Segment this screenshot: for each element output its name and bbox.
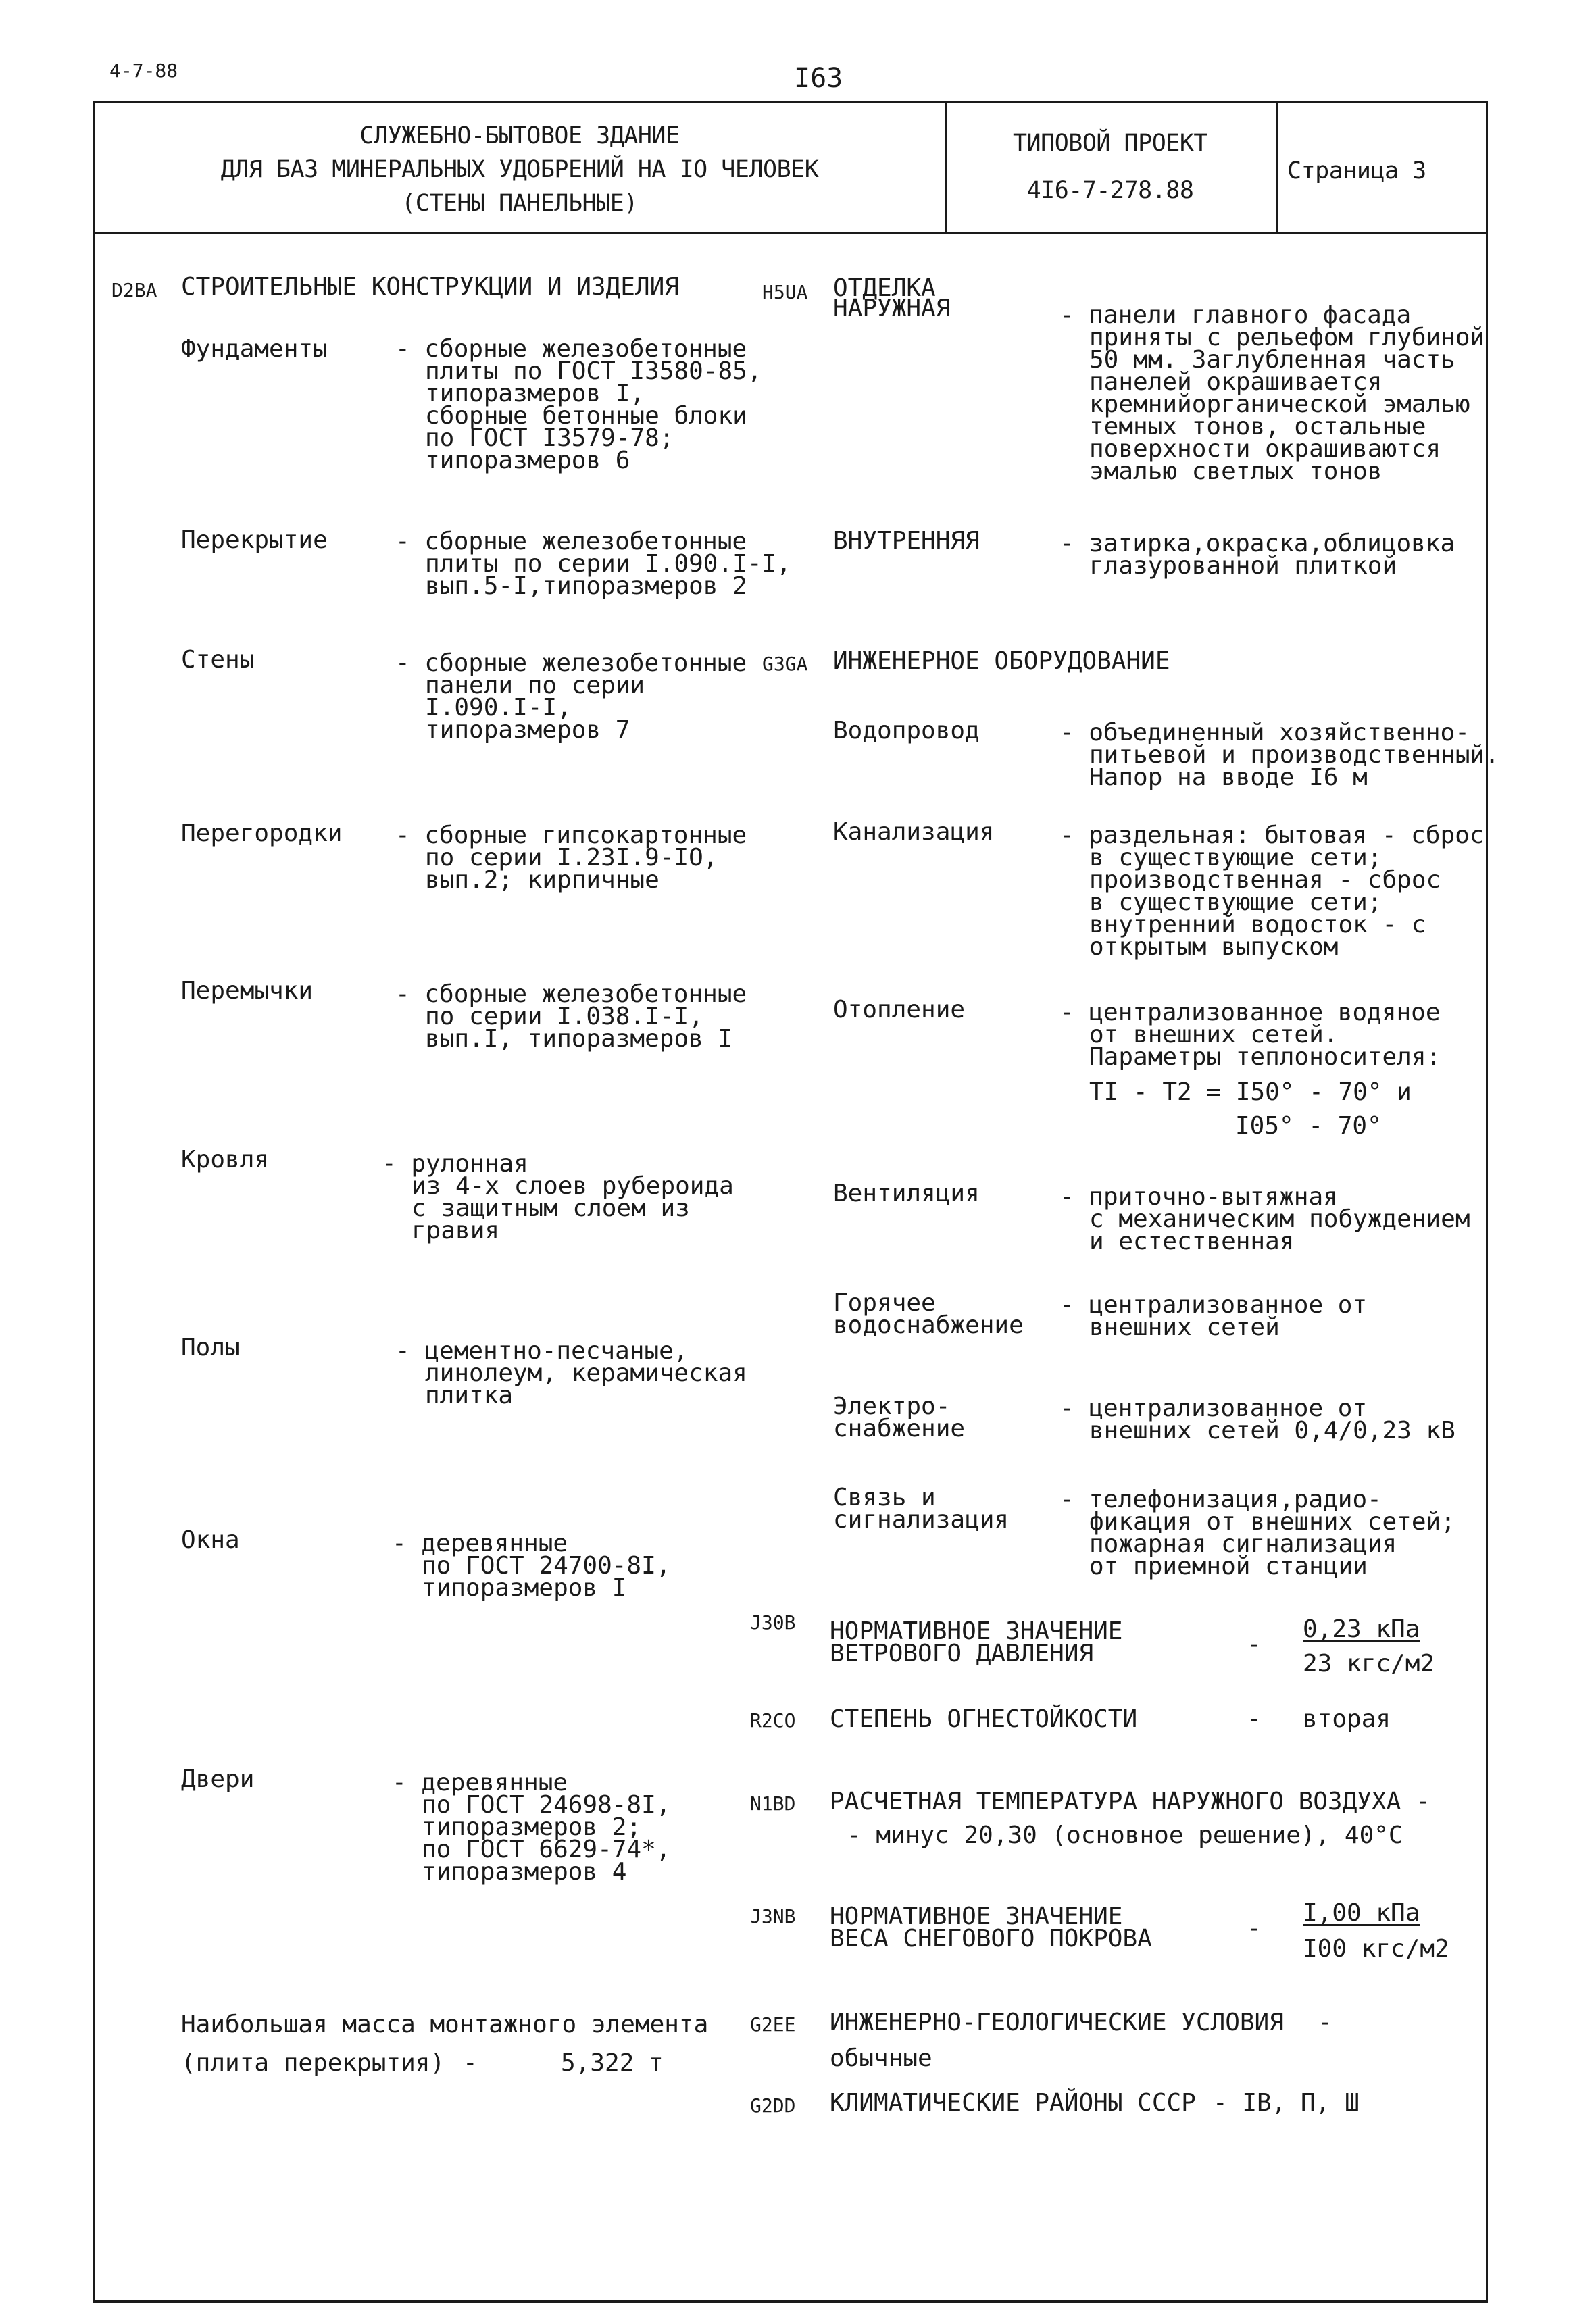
equipment-name [833,1392,966,1442]
description-line: - сборные железобетонные [395,335,747,363]
heat-formula-1: TI - T2 = I50° - 70° и [1089,1078,1412,1106]
header-vline-1 [945,101,947,234]
equipment-name-line: Связь и [833,1484,936,1511]
snow-value-1-text: I,00 кПа [1303,1899,1420,1927]
finish-title [833,274,951,322]
description-line: производственная - сброс [1089,866,1441,894]
description-line: панелей окрашивается [1089,368,1382,396]
wind-value-1 [1303,1615,1420,1643]
climate-value: - IВ, П, Ш [1213,2089,1360,2117]
description-line: - деревянные [392,1530,568,1557]
description-line: линолеум, керамическая [425,1359,747,1387]
description-line: типоразмеров 6 [425,447,630,474]
wind-label-line: НОРМАТИВНОЕ ЗНАЧЕНИЕ [830,1617,1123,1645]
description-line: и естественная [1089,1228,1295,1255]
description-line: по ГОСТ 6629-74*, [422,1836,671,1863]
item-name: Перекрытие [181,526,328,554]
equipment-name [833,1484,1009,1534]
mass-value: 5,322 т [561,2049,664,2077]
section-title: СТРОИТЕЛЬНЫЕ КОНСТРУКЦИИ И ИЗДЕЛИЯ [181,273,679,301]
finish-code: H5UA [762,281,808,303]
finish-outer-text [1059,301,1485,485]
temp-value: - минус 20,30 (основное решение), 40°С [847,1821,1403,1849]
item-description [395,822,747,894]
geo-value: обычные [830,2044,932,2072]
description-line: - деревянные [392,1769,568,1796]
equipment-description [1059,1394,1455,1444]
item-name: Перемычки [181,977,314,1005]
header-title [101,119,938,220]
item-description [395,980,747,1053]
description-line: фикация от внешних сетей; [1089,1508,1455,1536]
item-description [392,1530,671,1602]
description-line: типоразмеров I [422,1574,627,1602]
item-name: Кровля [181,1146,270,1174]
heat-formula-2: I05° - 70° [1235,1112,1382,1140]
geo-code: G2EE [750,2013,796,2036]
equipment-name-line: Горячее [833,1289,936,1317]
snow-label [830,1903,1152,1953]
equipment-name [833,996,966,1024]
description-line: панели по серии [425,672,645,699]
description-line: гравия [412,1217,500,1244]
description-line: - централизованное водяное [1059,999,1441,1026]
item-description [382,1150,734,1244]
equipment-name-line: Канализация [833,818,995,846]
description-line: - сборные железобетонные [395,649,747,677]
item-name: Стены [181,646,255,674]
description-line: сборные бетонные блоки [425,402,747,430]
description-line: вып.5-I,типоразмеров 2 [425,572,747,600]
snow-value-1 [1303,1899,1420,1927]
fire-code: R2CO [750,1709,796,1732]
section-code: D2BA [111,279,157,301]
equipment-name-line: Электро- [833,1392,951,1420]
description-line: внешних сетей 0,4/0,23 кВ [1089,1417,1455,1444]
description-line: - объединенный хозяйственно- [1059,719,1470,747]
equipment-description [1059,999,1441,1071]
item-name: Перегородки [181,820,343,847]
description-line: темных тонов, остальные [1089,413,1426,441]
description-line: в существующие сети; [1089,888,1382,916]
description-line: пожарная сигнализация [1089,1530,1397,1558]
finish-inner-label: ВНУТРЕННЯЯ [833,527,980,555]
description-line: поверхности окрашиваются [1089,435,1441,463]
fire-value: вторая [1303,1705,1391,1733]
description-line: с механическим побуждением [1089,1205,1470,1233]
description-line: - раздельная: бытовая - сброс [1059,822,1485,849]
description-line: из 4-х слоев рубероида [412,1172,734,1200]
description-line: открытым выпуском [1089,933,1339,961]
snow-code: J3NB [750,1905,796,1928]
description-line: - цементно-песчаные, [395,1337,689,1365]
fire-label: СТЕПЕНЬ ОГНЕСТОЙКОСТИ [830,1705,1138,1733]
description-line: 50 мм. Заглубленная часть [1089,346,1455,374]
description-line: кремнийорганической эмалью [1089,391,1470,418]
description-line: от внешних сетей. [1089,1021,1339,1049]
description-line: - централизованное от [1059,1291,1368,1319]
description-line: Параметры теплоносителя: [1089,1043,1441,1071]
description-line: приняты с рельефом глубиной [1089,324,1485,351]
mass-dash: - [463,2049,478,2077]
description-line: Напор на вводе I6 м [1089,763,1368,791]
finish-inner-text [1059,530,1455,580]
description-line: по серии I.23I.9-IO, [425,844,718,872]
equipment-name [833,717,980,745]
header-title-line: ДЛЯ БАЗ МИНЕРАЛЬНЫХ УДОБРЕНИЙ НА IO ЧЕЛОВЕК [220,156,819,183]
finish-title-line: ОТДЕЛКА [833,274,936,302]
description-line: - затирка,окраска,облицовка [1059,530,1455,557]
equipment-name-line: водоснабжение [833,1311,1024,1339]
snow-label-line: ВЕСА СНЕГОВОГО ПОКРОВА [830,1925,1152,1953]
equipment-name-line: Водопровод [833,717,980,745]
description-line: - приточно-вытяжная [1059,1183,1338,1211]
item-name: Двери [181,1765,255,1793]
description-line: эмалью светлых тонов [1089,457,1382,485]
wind-value-2: 23 кгс/м2 [1303,1650,1435,1678]
geo-label: ИНЖЕНЕРНО-ГЕОЛОГИЧЕСКИЕ УСЛОВИЯ [830,2009,1284,2036]
header-title-line: (СТЕНЫ ПАНЕЛЬНЫЕ) [401,190,638,217]
page-number: I63 [794,63,843,94]
description-line: - сборные гипсокартонные [395,822,747,849]
item-description [395,528,791,600]
description-line: плиты по серии I.090.I-I, [425,550,791,578]
equipment-description [1059,1291,1368,1341]
description-line: - панели главного фасада [1059,301,1412,329]
item-name: Фундаменты [181,335,328,363]
equipment-name [833,1289,1024,1339]
description-line: внутренний водосток - с [1089,911,1426,938]
description-line: плитка [425,1382,514,1409]
description-line: от приемной станции [1089,1553,1368,1580]
temp-code: N1BD [750,1792,796,1815]
snow-label-line: НОРМАТИВНОЕ ЗНАЧЕНИЕ [830,1903,1123,1930]
description-line: - централизованное от [1059,1394,1368,1422]
description-line: внешних сетей [1089,1313,1280,1341]
doc-code: 4-7-88 [109,59,178,82]
equipment-name [833,818,995,846]
item-description [392,1769,671,1886]
geo-dash: - [1318,2009,1332,2036]
equipment-description [1059,719,1499,791]
project-number: 4I6-7-278.88 [1026,177,1194,204]
description-line: типоразмеров I, [425,380,645,407]
description-line: питьевой и производственный. [1089,741,1499,769]
item-description [395,335,762,474]
page-label: Страница 3 [1287,157,1426,184]
header-divider [93,232,1488,234]
wind-code: J30B [750,1611,796,1634]
item-description [395,649,747,744]
equipment-description [1059,1488,1455,1578]
fire-dash: - [1247,1705,1262,1733]
temp-label: РАСЧЕТНАЯ ТЕМПЕРАТУРА НАРУЖНОГО ВОЗДУХА - [830,1788,1430,1815]
description-line: - рулонная [382,1150,528,1178]
description-line: - сборные железобетонные [395,528,747,555]
equipment-title: ИНЖЕНЕРНОЕ ОБОРУДОВАНИЕ [833,647,1170,675]
snow-value-2: I00 кгс/м2 [1303,1935,1449,1963]
equipment-name [833,1182,980,1205]
description-line: типоразмеров 7 [425,716,630,744]
description-line: по ГОСТ 24698-8I, [422,1791,671,1819]
description-line: - сборные железобетонные [395,980,747,1008]
climate-code: G2DD [750,2094,796,2117]
snow-dash: - [1247,1915,1262,1942]
description-line: I.090.I-I, [425,694,572,722]
header-title-line: СЛУЖЕБНО-БЫТОВОЕ ЗДАНИЕ [359,122,680,149]
item-name: Окна [181,1526,240,1554]
equipment-name-line: сигнализация [833,1506,1009,1534]
mass-label: Наибольшая масса монтажного элемента [181,2011,709,2038]
equipment-name-line: снабжение [833,1415,966,1442]
equipment-name-line: Вентиляция [833,1180,980,1207]
wind-label [830,1617,1123,1667]
description-line: с защитным слоем из [412,1194,690,1222]
item-name: Полы [181,1334,240,1361]
description-line: в существующие сети; [1089,844,1382,872]
project-label: ТИПОВОЙ ПРОЕКТ [1012,130,1207,157]
description-line: - телефонизация,радио- [1059,1486,1382,1513]
equipment-name-line: Отопление [833,996,966,1024]
equipment-code: G3GA [762,653,808,675]
header-vline-2 [1276,101,1278,234]
finish-title-line: НАРУЖНАЯ [833,295,951,322]
description-line: вып.2; кирпичные [425,866,659,894]
equipment-description [1059,822,1485,961]
equipment-description [1059,1183,1470,1255]
description-line: типоразмеров 4 [422,1858,627,1886]
description-line: по ГОСТ 24700-8I, [422,1552,671,1580]
wind-label-line: ВЕТРОВОГО ДАВЛЕНИЯ [830,1640,1094,1667]
description-line: плиты по ГОСТ I3580-85, [425,357,762,385]
climate-label: КЛИМАТИЧЕСКИЕ РАЙОНЫ СССР [830,2089,1196,2117]
description-line: вып.I, типоразмеров I [425,1025,733,1053]
description-line: типоразмеров 2; [422,1813,642,1841]
item-description [395,1337,747,1409]
wind-dash: - [1247,1631,1262,1659]
description-line: по серии I.038.I-I, [425,1003,703,1030]
wind-value-1-text: 0,23 кПа [1303,1615,1420,1643]
description-line: глазурованной плиткой [1089,552,1397,580]
description-line: по ГОСТ I3579-78; [425,424,674,452]
mass-sub: (плита перекрытия) [181,2049,445,2077]
